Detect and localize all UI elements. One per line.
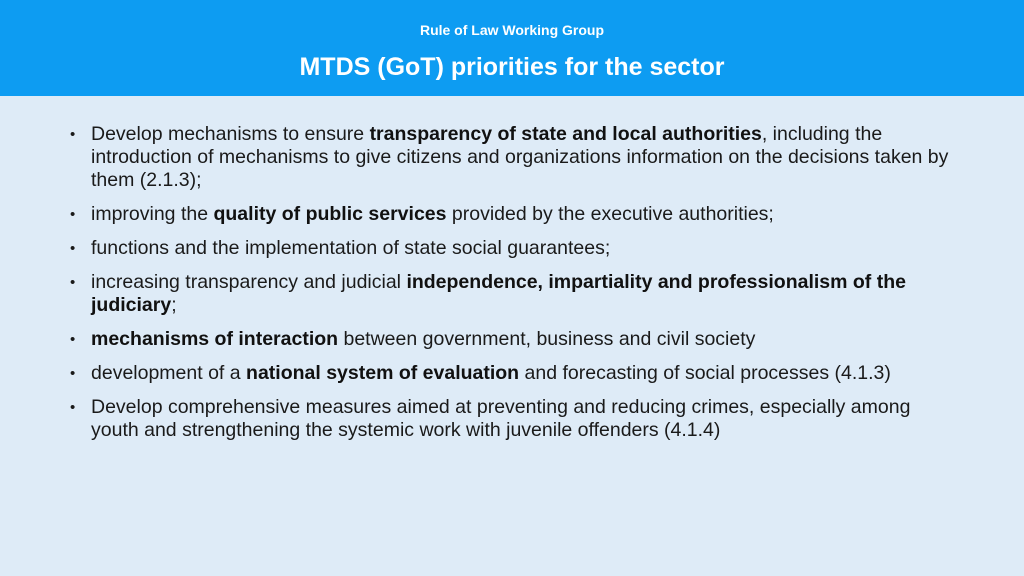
item-emphasis: transparency of state and local authorities (369, 123, 762, 145)
item-text: increasing transparency and judicial (91, 271, 407, 293)
slide-content (70, 123, 960, 453)
item-text: development of a (91, 362, 247, 384)
item-text: improving the (91, 203, 214, 225)
slide-title: MTDS (GoT) priorities for the sector (299, 53, 725, 81)
working-group-subtitle: Rule of Law Working Group (419, 22, 605, 38)
item-emphasis: independence, impartiality and professionalism of the judiciary (91, 271, 906, 316)
item-text: and forecasting of social processes (4.1.3) (519, 362, 891, 384)
item-text: , including the introduction of mechanisms to give citizens and organizations information on the decisions taken by them (2.1.3); (91, 123, 949, 191)
priority-list (70, 123, 960, 442)
list-item (70, 203, 960, 226)
bullet-icon: • (70, 274, 76, 291)
slide-header (0, 0, 1024, 96)
bullet-icon: • (70, 206, 76, 223)
item-text: ; (171, 294, 177, 316)
list-item (70, 362, 960, 385)
list-item (70, 123, 960, 192)
list-item (70, 328, 960, 351)
bullet-icon: • (70, 240, 76, 257)
item-text: Develop mechanisms to ensure (91, 123, 370, 145)
item-text: Develop comprehensive measures aimed at preventing and reducing crimes, especially among youth and strengthening the systemic work with juvenile offenders (4.1.4) (91, 396, 911, 441)
bullet-icon: • (70, 126, 76, 143)
item-emphasis: quality of public services (213, 203, 447, 225)
bullet-icon: • (70, 399, 76, 416)
bullet-icon: • (70, 331, 76, 348)
item-text: provided by the executive authorities; (446, 203, 774, 225)
list-item (70, 396, 960, 442)
item-emphasis: mechanisms of interaction (91, 328, 339, 350)
list-item (70, 237, 960, 260)
bullet-icon: • (70, 365, 76, 382)
list-item (70, 271, 960, 317)
item-text: between government, business and civil society (338, 328, 756, 350)
item-emphasis: national system of evaluation (246, 362, 520, 384)
item-text: functions and the implementation of state social guarantees; (91, 237, 611, 259)
